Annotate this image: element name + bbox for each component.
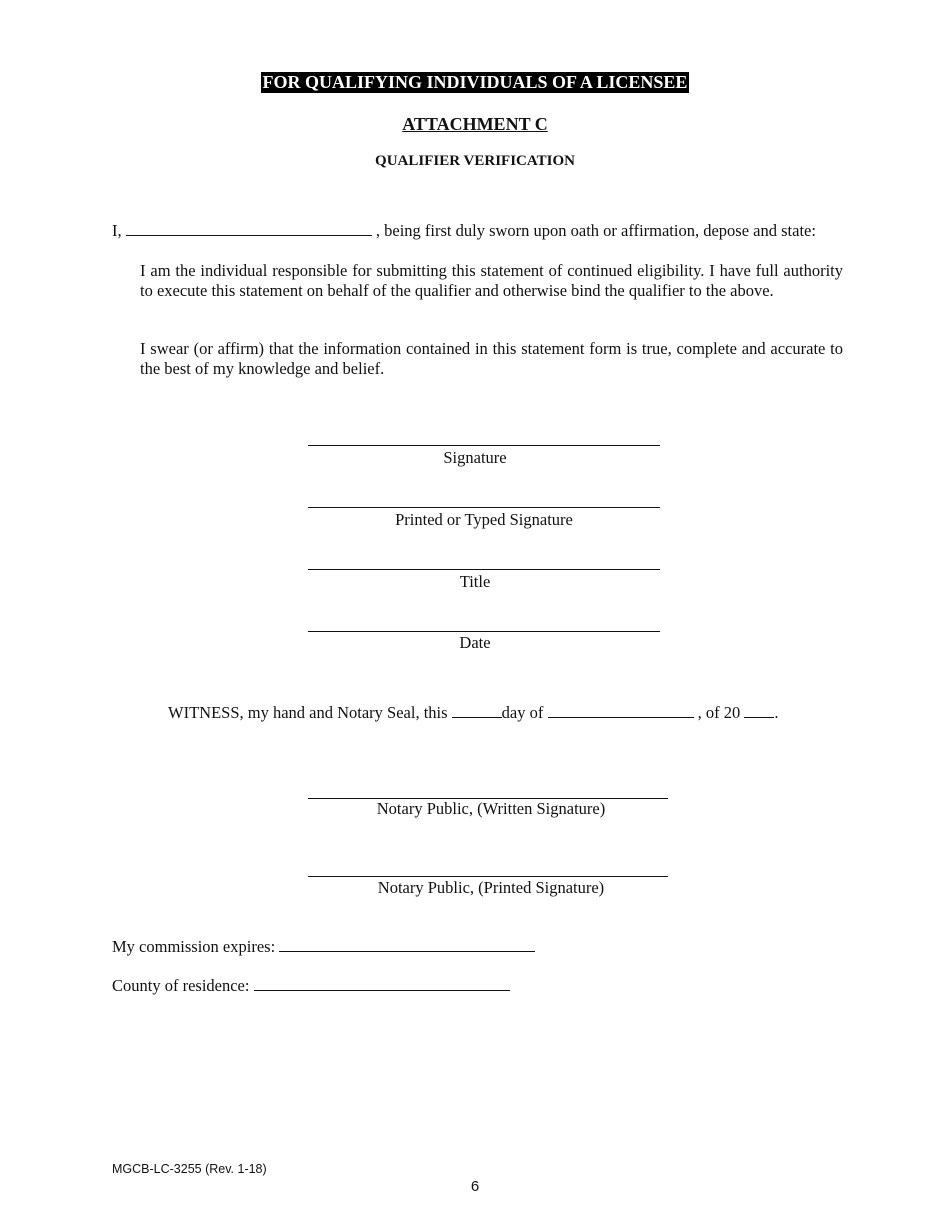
attachment-title: ATTACHMENT C [402,114,548,134]
witness-text-3: , of 20 [697,703,741,722]
title-line[interactable] [308,569,660,570]
notary-printed-signature-line[interactable] [308,876,668,877]
oath-line [112,221,816,241]
document-subtitle: QUALIFIER VERIFICATION [375,153,575,169]
affirmation-paragraph: I swear (or affirm) that the information contained in this statement form is true, complete and accurate to the best of my knowledge and belief. [140,339,843,378]
witness-day-field[interactable] [452,703,502,718]
header-banner-wrap [0,72,950,93]
printed-signature-line[interactable] [308,507,660,508]
commission-label: My commission expires: [112,937,276,956]
printed-signature-label: Printed or Typed Signature [395,510,573,529]
witness-text-2: day of [501,703,544,722]
witness-month-field[interactable] [548,703,694,718]
oath-prefix: I, [112,221,122,240]
county-label: County of residence: [112,976,250,995]
signature-line[interactable] [308,445,660,446]
county-of-residence-field[interactable] [254,976,510,991]
commission-row [112,937,535,957]
header-banner: FOR QUALIFYING INDIVIDUALS OF A LICENSEE [262,72,688,92]
notary-printed-signature-label: Notary Public, (Printed Signature) [377,878,605,897]
witness-text-1: WITNESS, my hand and Notary Seal, this [168,703,448,722]
notary-written-signature-label: Notary Public, (Written Signature) [376,799,606,818]
authority-paragraph: I am the individual responsible for submitting this statement of continued eligibility. I have full authority to execute this statement on behalf of the qualifier and otherwise bind the qualifier to the above. [140,261,843,300]
date-line[interactable] [308,631,660,632]
county-row [112,976,510,996]
witness-line [168,703,779,723]
commission-expires-field[interactable] [279,937,535,952]
witness-text-4: . [774,703,779,722]
affiant-name-field[interactable] [126,221,372,236]
signature-label: Signature [443,448,507,467]
oath-suffix: , being first duly sworn upon oath or affirmation, depose and state: [375,221,816,240]
witness-year-field[interactable] [744,703,774,718]
date-label: Date [459,633,491,652]
title-label: Title [459,572,491,591]
page-number: 6 [470,1178,480,1195]
form-code: MGCB-LC-3255 (Rev. 1-18) [112,1162,267,1176]
